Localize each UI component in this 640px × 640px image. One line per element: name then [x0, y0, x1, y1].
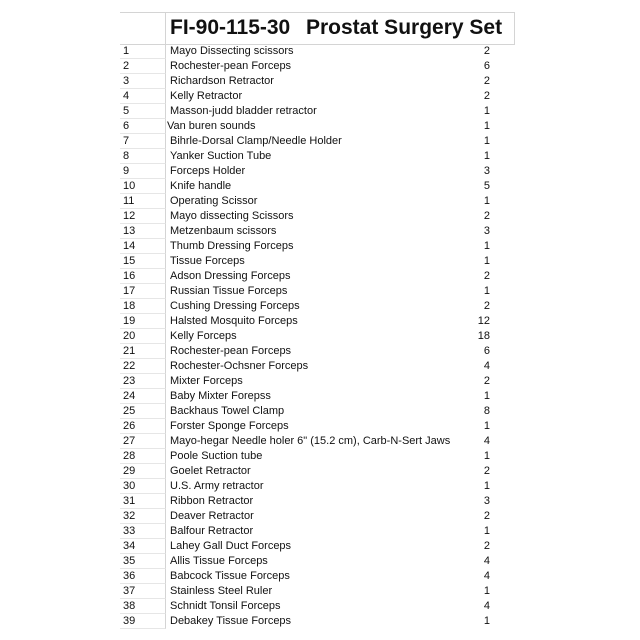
row-index: 25: [120, 404, 166, 419]
instrument-row: [120, 269, 515, 284]
instrument-quantity: 1: [483, 150, 490, 162]
row-index: 34: [120, 539, 166, 554]
instrument-row: [120, 569, 515, 584]
instrument-row: [120, 419, 515, 434]
instrument-quantity: 1: [483, 285, 490, 297]
instrument-rows: [120, 44, 515, 629]
instrument-name: Operating Scissor: [170, 195, 258, 207]
set-code: FI-90-115-30: [170, 16, 291, 39]
instrument-name: Cushing Dressing Forceps: [170, 300, 300, 312]
instrument-quantity: 1: [483, 585, 490, 597]
header-title-cell: [166, 13, 515, 45]
row-index: 36: [120, 569, 166, 584]
instrument-quantity: 2: [483, 210, 490, 222]
instrument-row: [120, 314, 515, 329]
instrument-row: [120, 44, 515, 59]
instrument-row: [120, 509, 515, 524]
instrument-name: Baby Mixter Forepss: [170, 390, 271, 402]
instrument-name: Mayo dissecting Scissors: [170, 210, 294, 222]
instrument-name: Tissue Forceps: [170, 255, 245, 267]
instrument-quantity: 1: [483, 420, 490, 432]
row-index: 9: [120, 164, 166, 179]
row-index: 1: [120, 44, 166, 59]
instrument-name: Yanker Suction Tube: [170, 150, 272, 162]
row-index: 20: [120, 329, 166, 344]
row-index: 12: [120, 209, 166, 224]
instrument-quantity: 3: [483, 225, 490, 237]
instrument-quantity: 18: [477, 330, 490, 342]
instrument-row: [120, 284, 515, 299]
instrument-name: Mayo Dissecting scissors: [170, 45, 294, 57]
instrument-quantity: 2: [483, 270, 490, 282]
row-index: 22: [120, 359, 166, 374]
instrument-row: [120, 104, 515, 119]
row-index: 17: [120, 284, 166, 299]
instrument-name: Deaver Retractor: [170, 510, 254, 522]
instrument-quantity: 4: [483, 555, 490, 567]
row-index: 29: [120, 464, 166, 479]
instrument-name: U.S. Army retractor: [170, 480, 264, 492]
row-index: 23: [120, 374, 166, 389]
instrument-name: Forster Sponge Forceps: [170, 420, 289, 432]
row-index: 33: [120, 524, 166, 539]
instrument-name: Adson Dressing Forceps: [170, 270, 291, 282]
instrument-list-sheet: [120, 12, 515, 632]
header-row: [120, 12, 515, 45]
instrument-name: Halsted Mosquito Forceps: [170, 315, 298, 327]
instrument-quantity: 2: [483, 300, 490, 312]
instrument-row: [120, 254, 515, 269]
instrument-name: Debakey Tissue Forceps: [170, 615, 292, 627]
instrument-quantity: 1: [483, 525, 490, 537]
instrument-quantity: 1: [483, 480, 490, 492]
instrument-name: Goelet Retractor: [170, 465, 251, 477]
row-index: 18: [120, 299, 166, 314]
instrument-quantity: 4: [483, 570, 490, 582]
instrument-row: [120, 584, 515, 599]
instrument-row: [120, 449, 515, 464]
row-index: 37: [120, 584, 166, 599]
instrument-row: [120, 524, 515, 539]
instrument-name: Schnidt Tonsil Forceps: [170, 600, 281, 612]
instrument-name: Mayo-hegar Needle holer 6" (15.2 cm), Carb-N-Sert Jaws: [170, 435, 451, 447]
instrument-quantity: 1: [483, 390, 490, 402]
instrument-name: Richardson Retractor: [170, 75, 274, 87]
instrument-row: [120, 404, 515, 419]
instrument-row: [120, 194, 515, 209]
row-index: 16: [120, 269, 166, 284]
instrument-quantity: 1: [483, 105, 490, 117]
instrument-name: Kelly Retractor: [170, 90, 243, 102]
instrument-quantity: 12: [477, 315, 490, 327]
instrument-name: Rochester-Ochsner Forceps: [170, 360, 309, 372]
instrument-row: [120, 479, 515, 494]
instrument-quantity: 8: [483, 405, 490, 417]
row-index: 35: [120, 554, 166, 569]
row-index: 13: [120, 224, 166, 239]
instrument-quantity: 1: [483, 240, 490, 252]
instrument-row: [120, 74, 515, 89]
instrument-row: [120, 539, 515, 554]
instrument-quantity: 1: [483, 120, 490, 132]
instrument-quantity: 2: [483, 75, 490, 87]
instrument-row: [120, 374, 515, 389]
instrument-name: Balfour Retractor: [170, 525, 254, 537]
set-title: Prostat Surgery Set: [306, 16, 503, 39]
row-index: 7: [120, 134, 166, 149]
instrument-row: [120, 164, 515, 179]
row-index: 14: [120, 239, 166, 254]
instrument-name: Lahey Gall Duct Forceps: [170, 540, 292, 552]
row-index: 2: [120, 59, 166, 74]
instrument-name: Forceps Holder: [170, 165, 246, 177]
instrument-quantity: 6: [483, 345, 490, 357]
instrument-name: Russian Tissue Forceps: [170, 285, 288, 297]
instrument-row: [120, 614, 515, 629]
instrument-row: [120, 89, 515, 104]
instrument-row: [120, 494, 515, 509]
row-index: 5: [120, 104, 166, 119]
row-index: 6: [120, 119, 166, 134]
instrument-name: Mixter Forceps: [170, 375, 243, 387]
row-index: 8: [120, 149, 166, 164]
instrument-name: Bihrle-Dorsal Clamp/Needle Holder: [170, 135, 342, 147]
instrument-row: [120, 299, 515, 314]
row-index: 15: [120, 254, 166, 269]
instrument-quantity: 3: [483, 165, 490, 177]
instrument-quantity: 2: [483, 45, 490, 57]
instrument-quantity: 1: [483, 450, 490, 462]
instrument-row: [120, 59, 515, 74]
instrument-quantity: 6: [483, 60, 490, 72]
row-index: 19: [120, 314, 166, 329]
instrument-quantity: 2: [483, 540, 490, 552]
instrument-name: Masson-judd bladder retractor: [170, 105, 317, 117]
instrument-row: [120, 329, 515, 344]
instrument-row: [120, 344, 515, 359]
instrument-name: Knife handle: [170, 180, 232, 192]
instrument-row: [120, 359, 515, 374]
instrument-row: [120, 389, 515, 404]
instrument-name: Allis Tissue Forceps: [170, 555, 268, 567]
instrument-name: Van buren sounds: [167, 120, 256, 132]
instrument-row: [120, 599, 515, 614]
row-index: 38: [120, 599, 166, 614]
instrument-quantity: 3: [483, 495, 490, 507]
row-index: 30: [120, 479, 166, 494]
instrument-name: Rochester-pean Forceps: [170, 60, 292, 72]
row-index: 4: [120, 89, 166, 104]
instrument-row: [120, 224, 515, 239]
instrument-quantity: 2: [483, 375, 490, 387]
instrument-quantity: 4: [483, 435, 490, 447]
instrument-quantity: 1: [483, 135, 490, 147]
row-index: 32: [120, 509, 166, 524]
instrument-name: Babcock Tissue Forceps: [170, 570, 290, 582]
instrument-name: Stainless Steel Ruler: [170, 585, 273, 597]
instrument-row: [120, 434, 515, 449]
instrument-quantity: 1: [483, 615, 490, 627]
instrument-name: Rochester-pean Forceps: [170, 345, 292, 357]
instrument-row: [120, 554, 515, 569]
instrument-row: [120, 179, 515, 194]
row-index: 28: [120, 449, 166, 464]
row-index: 39: [120, 614, 166, 629]
instrument-quantity: 4: [483, 600, 490, 612]
instrument-row: [120, 149, 515, 164]
instrument-name: Backhaus Towel Clamp: [170, 405, 285, 417]
row-index: 21: [120, 344, 166, 359]
header-index-cell: [120, 13, 166, 45]
row-index: 11: [120, 194, 166, 209]
row-index: 24: [120, 389, 166, 404]
instrument-row: [120, 134, 515, 149]
instrument-quantity: 2: [483, 465, 490, 477]
instrument-row: [120, 119, 515, 134]
row-index: 31: [120, 494, 166, 509]
instrument-row: [120, 209, 515, 224]
row-index: 3: [120, 74, 166, 89]
instrument-quantity: 1: [483, 195, 490, 207]
instrument-name: Kelly Forceps: [170, 330, 237, 342]
instrument-quantity: 1: [483, 255, 490, 267]
row-index: 27: [120, 434, 166, 449]
instrument-name: Thumb Dressing Forceps: [170, 240, 294, 252]
instrument-quantity: 2: [483, 510, 490, 522]
instrument-quantity: 4: [483, 360, 490, 372]
row-index: 10: [120, 179, 166, 194]
instrument-name: Metzenbaum scissors: [170, 225, 277, 237]
instrument-quantity: 2: [483, 90, 490, 102]
instrument-name: Ribbon Retractor: [170, 495, 254, 507]
instrument-row: [120, 464, 515, 479]
instrument-row: [120, 239, 515, 254]
instrument-name: Poole Suction tube: [170, 450, 263, 462]
instrument-quantity: 5: [483, 180, 490, 192]
row-index: 26: [120, 419, 166, 434]
